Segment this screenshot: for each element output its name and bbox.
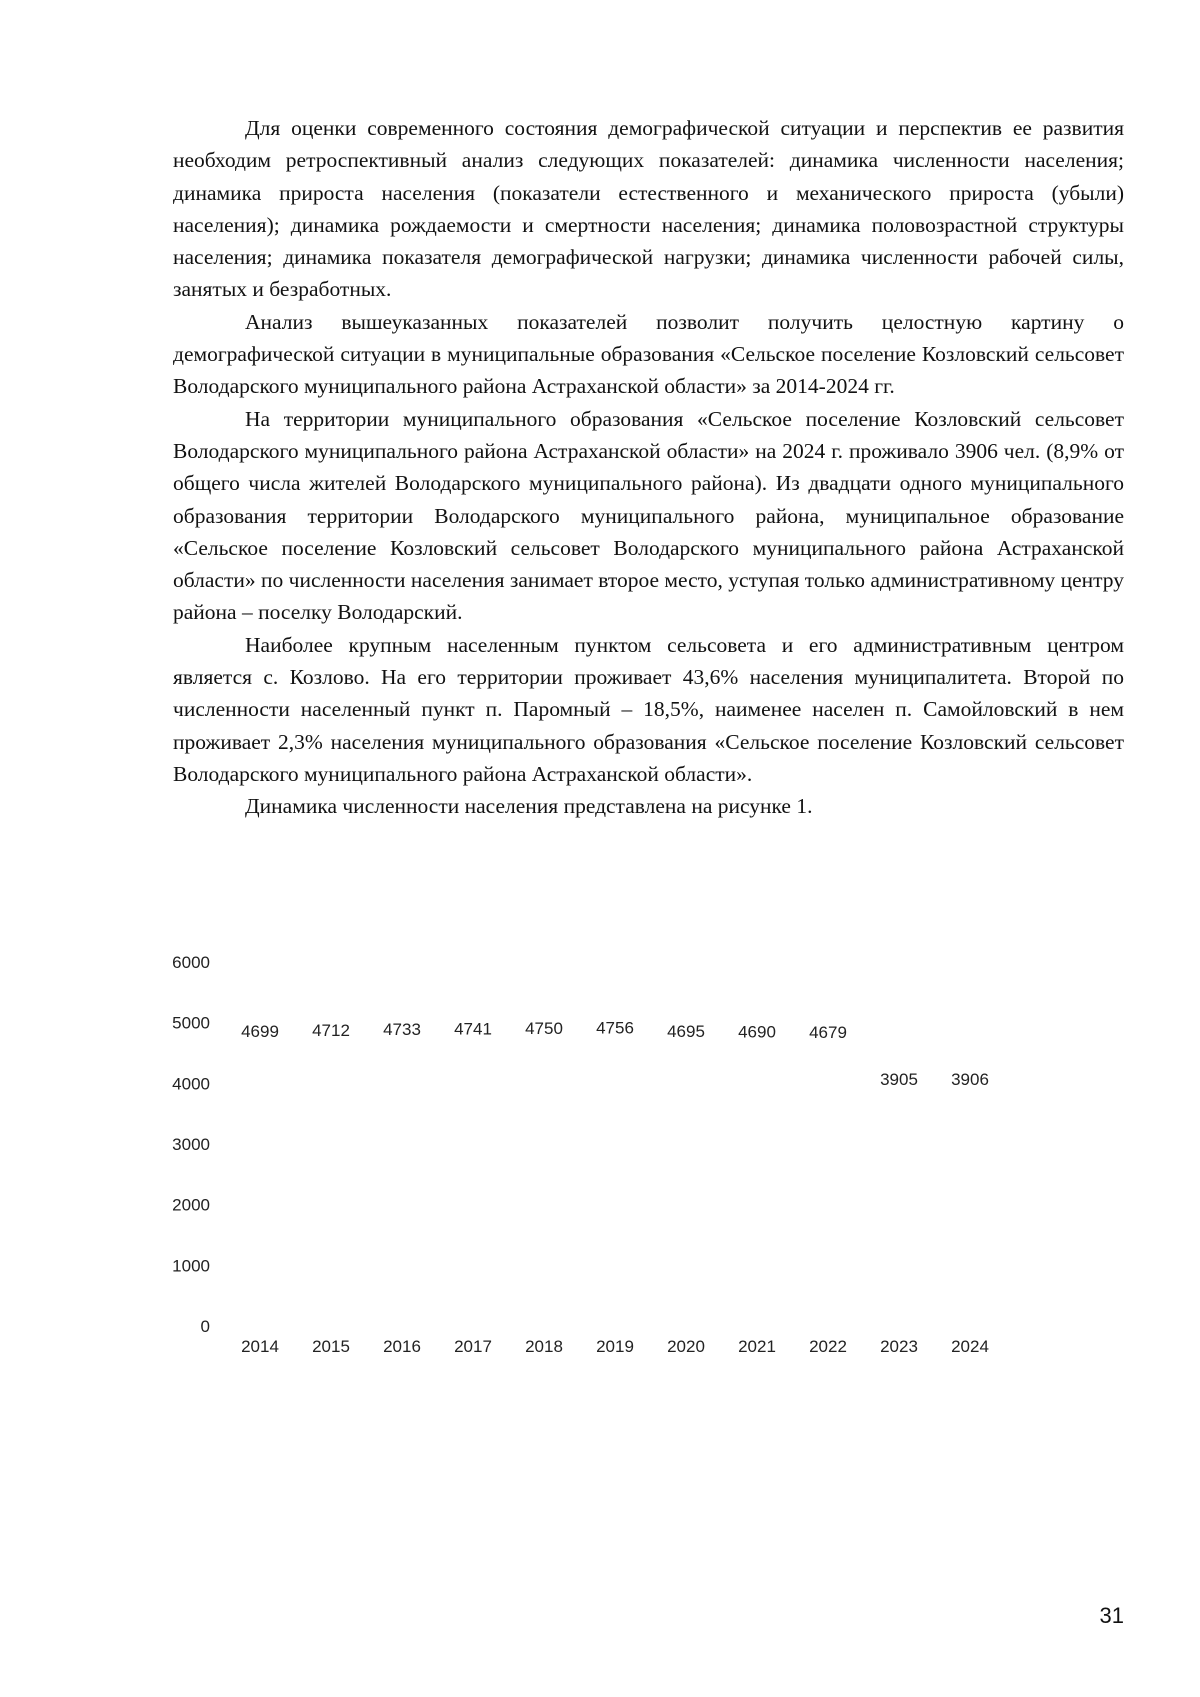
- data-label: 4712: [312, 1021, 350, 1041]
- x-tick-label: 2018: [525, 1337, 563, 1356]
- data-label: 4750: [525, 1018, 563, 1038]
- y-tick-label: 6000: [172, 953, 210, 972]
- y-tick-label: 4000: [172, 1074, 210, 1094]
- chart-canvas: [150, 940, 1100, 1460]
- paragraph-4: Наиболее крупным населенным пунктом сельсовета и его административным центром является с. Козлово. На его территории проживает 43,6% населения муниципалитета. Второй по численности населенный пункт п. Паромный – 18,5%, наименее населен п. Самойловский в нем проживает 2,3% населения муниципального образования «Сельское поселение Козловский сельсовет Володарского муниципального района Астраханской области».: [173, 632, 1124, 786]
- data-label: 4695: [667, 1022, 705, 1042]
- y-tick-label: 0: [200, 1317, 210, 1336]
- data-label: 4699: [241, 1021, 279, 1041]
- x-tick-label: 2024: [951, 1337, 989, 1356]
- page-number: 31: [1099, 1603, 1124, 1628]
- x-tick-label: 2016: [383, 1337, 421, 1356]
- paragraph-2: Анализ вышеуказанных показателей позволит получить целостную картину о демографической ситуации в муниципальные образования «Сельское поселение Козловский сельсовет Володарского муниципального района Астраханской области» за 2014-2024 гг.: [173, 309, 1124, 399]
- y-tick-label: 2000: [172, 1195, 210, 1215]
- data-label: 3906: [951, 1070, 989, 1090]
- y-tick-label: 3000: [172, 1135, 210, 1154]
- data-label: 3905: [880, 1070, 918, 1090]
- x-tick-label: 2017: [454, 1337, 492, 1356]
- paragraph-3: На территории муниципального образования «Сельское поселение Козловский сельсовет Володарского муниципального района Астраханской области» на 2024 г. проживало 3906 чел. (8,9% от общего числа жителей Володарского муниципального района). Из двадцати одного муниципального образования территории Володарского муниципального района, муниципальное образование «Сельское поселение Козловский сельсовет Володарского муниципального района Астраханской области» по численности населения занимает второе место, уступая только административному центру района – поселку Володарский.: [173, 406, 1124, 625]
- x-tick-label: 2020: [667, 1337, 705, 1356]
- paragraph-1: Для оценки современного состояния демографической ситуации и перспектив ее развития необходим ретроспективный анализ следующих показателей: динамика численности населения; динамика прироста населения (показатели естественного и механического прироста (убыли) населения); динамика рождаемости и смертности населения; динамика половозрастной структуры населения; динамика показателя демографической нагрузки; динамика численности рабочей силы, занятых и безработных.: [173, 116, 1124, 302]
- x-tick-label: 2014: [241, 1337, 279, 1356]
- data-label: 4741: [454, 1019, 492, 1039]
- y-tick-label: 1000: [172, 1256, 210, 1276]
- data-label: 4756: [596, 1018, 634, 1038]
- x-tick-label: 2021: [738, 1337, 776, 1356]
- data-label: 4679: [809, 1023, 847, 1043]
- x-tick-label: 2015: [312, 1337, 350, 1356]
- x-tick-label: 2019: [596, 1337, 634, 1356]
- population-chart: [150, 940, 1100, 1460]
- data-label: 4733: [383, 1019, 421, 1039]
- x-tick-label: 2023: [880, 1337, 918, 1356]
- x-tick-label: 2022: [809, 1337, 847, 1356]
- body-text: [173, 112, 1124, 823]
- data-label: 4690: [738, 1022, 776, 1042]
- paragraph-5: Динамика численности населения представлена на рисунке 1.: [245, 794, 813, 819]
- y-tick-label: 5000: [172, 1013, 210, 1033]
